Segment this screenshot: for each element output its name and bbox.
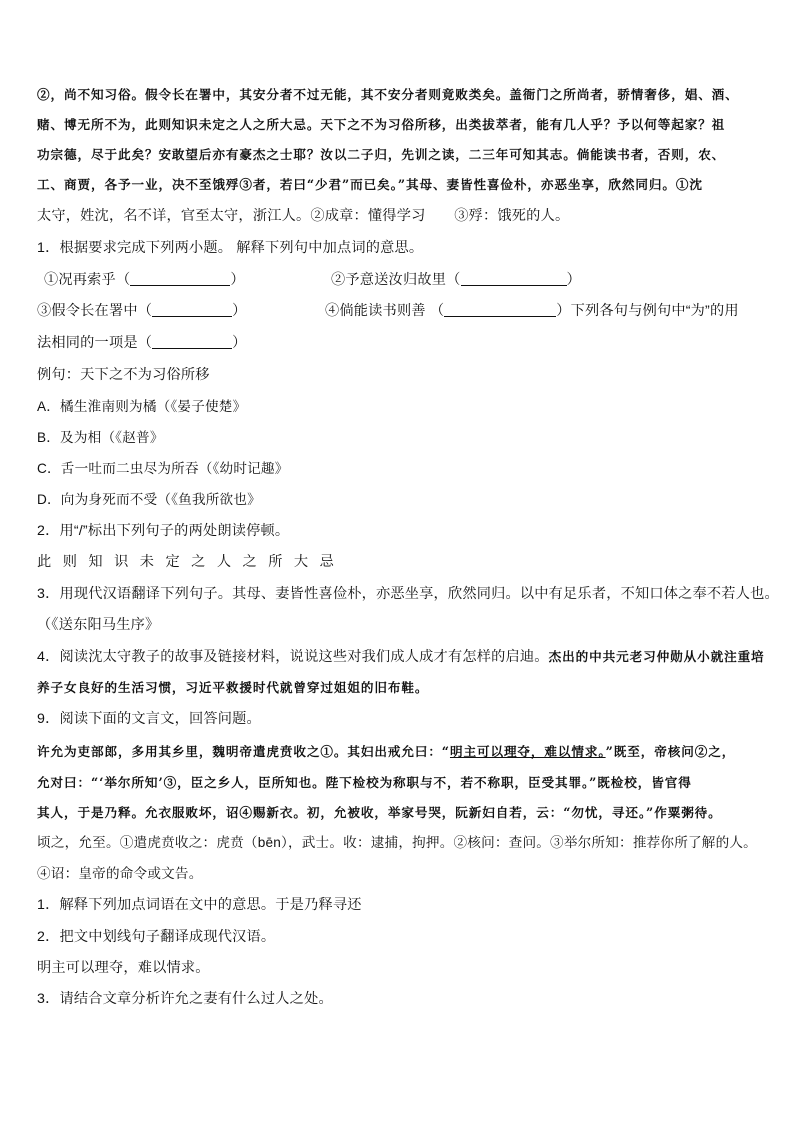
q9-passage-line-4: 顷之，允至。①遣虎贲收之：虎贲（bēn），武士。收：逮捕，拘押。②核问：查问。③举尔所知：推荐你所了解的人。 (37, 835, 757, 850)
q2-intro: 2．用“/”标出下列句子的两处朗读停顿。 (37, 523, 290, 539)
underlined-sentence: 明主可以理夺，难以情求。 (449, 744, 606, 759)
q9-sub-question-3: 3．请结合文章分析许允之妻有什么过人之处。 (37, 991, 333, 1007)
q1-item-e-close: ） (232, 335, 247, 351)
q9-passage-line-1 (37, 741, 735, 760)
passage-line-3: 功宗德，尽于此矣？安敢望后亦有豪杰之士耶？汝以二子归，先训之读，二三年可知其志。倘能读书者，否则，农、 (37, 147, 726, 162)
q9-sub-question-2: 2．把文中划线句子翻译成现代汉语。 (37, 929, 276, 945)
q1-item-d (325, 300, 739, 320)
q1-item-a-text: ①况再索乎（ (44, 272, 131, 288)
q1-item-e-text: 法相同的一项是（ (37, 335, 153, 351)
answer-blank[interactable] (444, 304, 556, 317)
passage-line-1: ②，尚不知习俗。假令长在署中，其安分者不过无能，其不安分者则竟败类矣。盖衙门之所尚者，骄情奢侈，娼、酒、 (37, 87, 739, 102)
q4-lead: 4．阅读沈太守教子的故事及链接材料，说说这些对我们成人成才有怎样的启迪。 (37, 649, 549, 665)
q3-line-2: （《送东阳马生序》 (37, 617, 160, 633)
answer-blank[interactable] (461, 273, 567, 286)
answer-blank[interactable] (152, 304, 232, 317)
q9-passage-line-3: 其人，于是乃释。允衣服败坏，诏④赐新衣。初，允被收，举家号哭，阮新妇自若，云：“勿忧，寻还。”作粟粥待。 (37, 805, 722, 820)
q9-passage-line-2: 允对曰：“‘举尔所知’③，臣之乡人，臣所知也。陛下检校为称职与不，若不称职，臣受其罪。”既检校，皆官得 (37, 775, 692, 790)
q1-option-d: D．向为身死而不受（《鱼我所欲也》 (37, 492, 261, 507)
q3-line-1: 3．用现代汉语翻译下列句子。其母、妻皆性喜俭朴，亦恶坐享，欣然同归。以中有足乐者，不知口体之奉不若人也。 (37, 586, 779, 602)
q1-item-b-text: ②予意送汝归故里（ (331, 272, 461, 288)
q4-line-1 (37, 646, 765, 666)
q9-passage-text: ”既至，帝核问②之， (605, 744, 736, 759)
passage-line-4: 工、商贾，各予一业，决不至饿殍③者，若曰“少君”而已矣。”其母、妻皆性喜俭朴，亦恶坐享，欣然同归。①沈 (37, 177, 703, 192)
q1-item-b (331, 269, 581, 289)
q1-item-c-close: ） (232, 303, 247, 319)
q1-item-a (44, 269, 245, 289)
q1-option-c: C．舌一吐而二虫尽为所吞（《幼时记趣》 (37, 461, 289, 476)
q4-line-2: 养子女良好的生活习惯，习近平救援时代就曾穿过姐姐的旧布鞋。 (37, 680, 429, 695)
q1-item-c-text: ③假令长在署中（ (37, 303, 153, 319)
q1-item-d-close: ）下列各句与例句中“为”的用 (556, 303, 739, 319)
q1-item-c (37, 300, 247, 320)
q1-item-d-text: ④倘能读书则善 （ (325, 303, 445, 319)
q1-item-e (37, 332, 247, 352)
q2-sentence: 此则知识未定之人之所大忌 (37, 554, 346, 570)
passage-footnotes: 太守，姓沈，名不详，官至太守，浙江人。②成章：懂得学习 ③殍：饿死的人。 (37, 208, 570, 224)
q9-passage-line-5: ④诏：皇帝的命令或文告。 (37, 866, 203, 881)
q1-option-a: A．橘生淮南则为橘（《晏子使楚》 (37, 399, 247, 414)
q1-item-a-close: ） (230, 272, 245, 288)
q4-material: 杰出的中共元老习仲勋从小就注重培 (548, 649, 765, 664)
q1-option-b: B．及为相（《赵普》 (37, 430, 164, 445)
answer-blank[interactable] (130, 273, 230, 286)
q9-passage-text: 许允为吏部郎，多用其乡里，魏明帝遣虎贲收之①。其妇出戒允曰：“ (37, 744, 450, 759)
q1-example: 例句：天下之不为习俗所移 (37, 367, 210, 383)
q1-item-b-close: ） (566, 272, 581, 288)
q9-sub-question-1: 1．解释下列加点词语在文中的意思。于是乃释寻还 (37, 897, 362, 913)
q1-intro: 1．根据要求完成下列两小题。 解释下列句中加点词的意思。 (37, 240, 424, 256)
passage-line-2: 赌、博无所不为，此则知识未定之人之所大忌。天下之不为习俗所移，出类拔萃者，能有几人乎？予以何等起家？祖 (37, 117, 726, 132)
answer-blank[interactable] (152, 336, 232, 349)
q9-intro: 9．阅读下面的文言文，回答问题。 (37, 711, 261, 727)
q9-sub-question-2-sentence: 明主可以理夺，难以情求。 (37, 960, 210, 976)
